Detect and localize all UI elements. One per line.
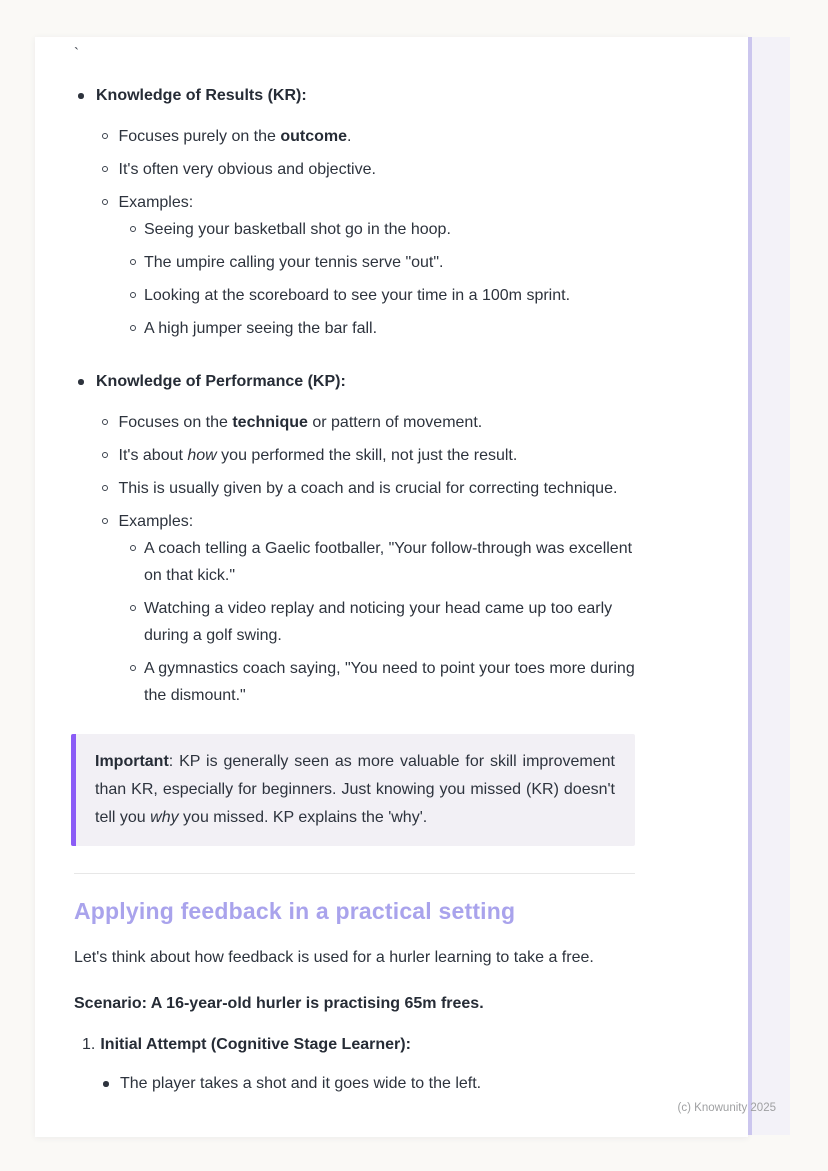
important-callout <box>71 734 635 846</box>
circle-bullet-icon <box>102 485 108 491</box>
numbered-step-1 <box>74 1031 635 1058</box>
bullet-disc-icon <box>78 93 84 99</box>
stray-character: ` <box>74 45 79 62</box>
step-bullet-text: The player takes a shot and it goes wide to the left. <box>120 1075 482 1092</box>
kr-objective: It's often very obvious and objective. <box>118 161 376 178</box>
circle-bullet-icon <box>130 325 136 331</box>
page-content <box>74 37 635 1097</box>
list-item <box>96 156 635 183</box>
copyright-watermark: (c) Knowunity 2025 <box>677 1102 776 1114</box>
kp-focus-pre: Focuses on the <box>118 414 233 431</box>
kp-focus-bold: technique <box>232 414 308 431</box>
kr-body <box>96 82 635 354</box>
list-item-kp <box>74 368 635 721</box>
kr-example-1: Seeing your basketball shot go in the hoop. <box>144 221 451 238</box>
circle-bullet-icon <box>102 452 108 458</box>
kr-title: Knowledge of Results (KR): <box>96 87 307 104</box>
section-heading: Applying feedback in a practical setting <box>74 898 516 924</box>
kp-examples-label: Examples: <box>118 513 194 530</box>
section-divider <box>74 873 635 874</box>
list-item <box>119 282 636 309</box>
circle-bullet-icon <box>130 259 136 265</box>
list-item-kr <box>74 82 635 354</box>
list-item <box>119 655 636 709</box>
circle-bullet-icon <box>130 665 136 671</box>
circle-bullet-icon <box>130 605 136 611</box>
callout-text-a: : KP is generally seen as more valuable for skill improvement than KR, especially for beginners. Just knowing you missed (KR) doesn't tell you <box>95 753 615 826</box>
list-item <box>96 442 635 469</box>
kr-example-4: A high jumper seeing the bar fall. <box>144 320 378 337</box>
bullet-disc-icon <box>103 1081 109 1087</box>
kr-sublist <box>96 123 635 348</box>
kp-about-pre: It's about <box>118 447 188 464</box>
callout-text-b: you missed. KP explains the 'why'. <box>178 809 428 826</box>
kp-title: Knowledge of Performance (KP): <box>96 373 346 390</box>
step-title: Initial Attempt (Cognitive Stage Learner): <box>100 1036 411 1053</box>
document-page <box>35 37 748 1137</box>
list-item <box>96 508 635 715</box>
feedback-types-list <box>74 82 635 721</box>
circle-bullet-icon <box>130 292 136 298</box>
kp-about-italic: how <box>187 447 217 464</box>
circle-bullet-icon <box>102 166 108 172</box>
kp-example-1: A coach telling a Gaelic footballer, "Your follow-through was excellent on that kick." <box>144 540 633 584</box>
step-bullet-item <box>74 1070 635 1097</box>
circle-bullet-icon <box>102 518 108 524</box>
section-intro: Let's think about how feedback is used for a hurler learning to take a free. <box>74 949 594 966</box>
kp-example-3: A gymnastics coach saying, "You need to point your toes more during the dismount." <box>144 660 635 704</box>
kp-example-2: Watching a video replay and noticing your head came up too early during a golf swing. <box>144 600 613 644</box>
callout-label: Important <box>95 753 169 770</box>
list-item <box>96 409 635 436</box>
kp-body <box>96 368 635 721</box>
list-item <box>96 189 635 348</box>
scenario-text: Scenario: A 16-year-old hurler is practising 65m frees. <box>74 995 484 1012</box>
adjacent-page-edge <box>752 37 790 1135</box>
kp-focus-post: or pattern of movement. <box>307 414 483 431</box>
circle-bullet-icon <box>102 133 108 139</box>
step-number: 1. <box>82 1036 96 1053</box>
kr-focus-bold: outcome <box>280 128 348 145</box>
list-item <box>119 216 636 243</box>
list-item <box>96 123 635 150</box>
kp-sublist <box>96 409 635 715</box>
list-item <box>119 249 636 276</box>
bullet-disc-icon <box>78 379 84 385</box>
kp-coach: This is usually given by a coach and is crucial for correcting technique. <box>118 480 618 497</box>
callout-italic: why <box>150 809 179 826</box>
kr-example-2: The umpire calling your tennis serve "out". <box>144 254 444 271</box>
list-item <box>119 315 636 342</box>
circle-bullet-icon <box>130 545 136 551</box>
kr-examples-list <box>119 216 636 342</box>
kr-examples-label: Examples: <box>118 194 194 211</box>
list-item <box>96 475 635 502</box>
list-item <box>119 595 636 649</box>
kr-focus-pre: Focuses purely on the <box>118 128 281 145</box>
kp-about-post: you performed the skill, not just the result. <box>216 447 518 464</box>
kp-examples-list <box>119 535 636 709</box>
kr-focus-post: . <box>347 128 352 145</box>
circle-bullet-icon <box>130 226 136 232</box>
circle-bullet-icon <box>102 419 108 425</box>
list-item <box>119 535 636 589</box>
kr-example-3: Looking at the scoreboard to see your time in a 100m sprint. <box>144 287 571 304</box>
circle-bullet-icon <box>102 199 108 205</box>
